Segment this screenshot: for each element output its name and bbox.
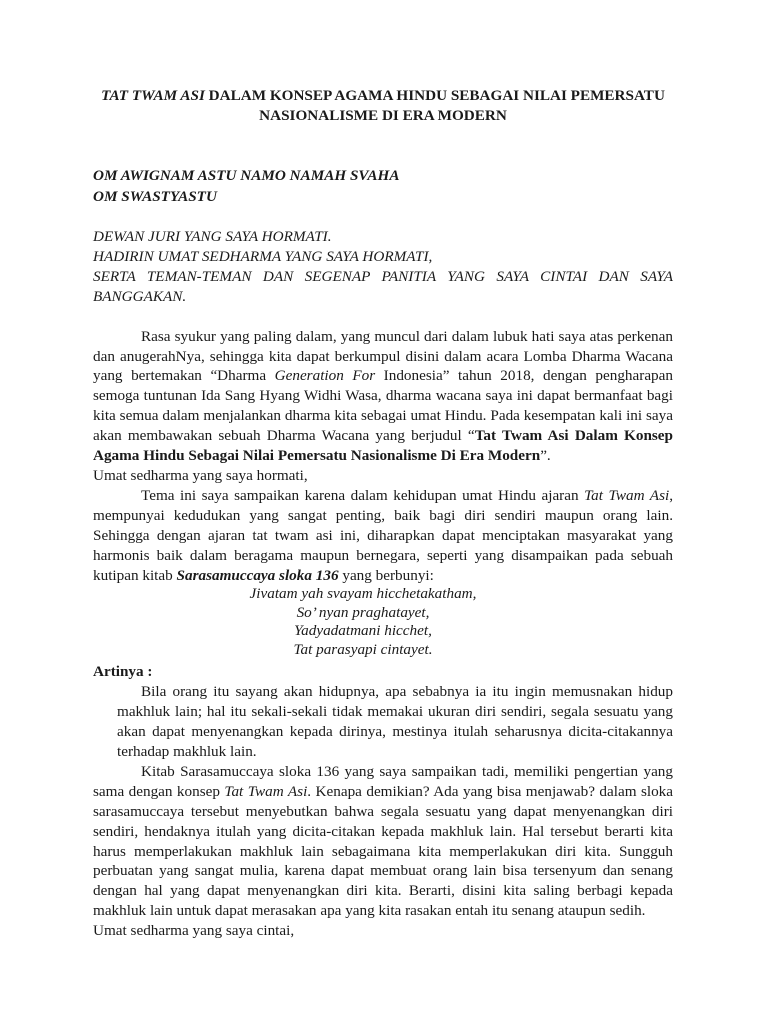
para3-text-b: . Kenapa demikian? Ada yang bisa menjawab? dalam sloka sarasamuccaya tersebut menyebutkan bahwa segala sesuatu yang dapat menyenangkan diri sendiri, hendaknya itulah yang dicita-citakan kepada makhluk lain. Hal tersebut berarti kita harus memperlakukan makhluk lain sebagaimana kita memperlakukan diri kita. Sungguh perbuatan yang sangat mulia, karena dapat membuat orang lain bisa tersenyum dan senang dengan hal yang dapat menyenangkan diri kita. Berarti, disini kita saling berbagi kepada makhluk lain untuk dapat merasakan apa yang kita rasakan entah itu senang ataupun sedih. [93,782,673,920]
para1-text-b: Indonesia” tahun 2018, dengan pengharapan semoga tuntunan Ida Sang Hyang Widhi Wasa, dharma wacana saya ini dapat bermanfaat bagi kita semua dalam menjalankan dharma kita sebagai umat Hindu. Pada kesempatan kali ini saya akan membawakan sebuah Dharma Wacana yang berjudul “ [93,367,673,445]
sloka-line-4: Tat parasyapi cintayet. [293,640,433,658]
sloka-line-2: So’ nyan praghatayet, [296,603,430,621]
sloka-line-1: Jivatam yah svayam hicchetakatham, [249,585,477,603]
salutation-line-1: DEWAN JURI YANG SAYA HORMATI. [93,228,332,245]
address-beloved: Umat sedharma yang saya cintai, [93,922,295,940]
para2-bold-italic: Sarasamuccaya sloka 136 [176,566,339,584]
para3-text-a: Kitab Sarasamuccaya sloka 136 yang saya sampaikan tadi, memiliki pengertian yang sama dengan konsep [93,762,673,800]
document-body [93,86,673,941]
paragraph-theme [93,486,673,586]
opening-line-2: OM SWASTYASTU [93,187,217,205]
para1-text-c: ”. [540,447,551,465]
para2-text-a: Tema ini saya sampaikan karena dalam kehidupan umat Hindu ajaran [141,486,585,504]
title-italic-part: TAT TWAM ASI [101,87,205,104]
sloka-verse [93,585,673,659]
title-rest: DALAM KONSEP AGAMA HINDU SEBAGAI NILAI PEMERSATU [204,87,665,104]
para2-text-c: yang berbunyi: [338,566,434,584]
artinya-text: Bila orang itu sayang akan hidupnya, apa sebabnya ia itu ingin memusnakan hidup makhluk lain; hal itu sekali-sekali tidak memakai ukuran diri sendiri, segala sesuatu yang akan dapat menyenangkan kepada dirinya, mestinya itulah seharusnya dicita-citakannya terhadap makhluk lain. [117,683,673,761]
document-title [93,86,673,126]
para1-bold-title: Tat Twam Asi Dalam Konsep Agama Hindu Sebagai Nilai Pemersatu Nasionalisme Di Era Modern [93,427,673,465]
salutations [93,227,673,307]
paragraph-explanation [93,762,673,921]
salutation-line-2: HADIRIN UMAT SEDHARMA YANG SAYA HORMATI, [93,247,433,265]
para2-text-b: , mempunyai kedudukan yang sangat penting, baik bagi diri sendiri maupun orang lain. Sehingga dengan ajaran tat twam asi ini, diharapkan dapat menciptakan masyarakat yang harmonis baik dalam beragama maupun bernegara, seperti yang disampaikan pada sebuah kutipan kitab [93,486,674,584]
para1-italic: Generation For [274,367,376,385]
artinya-label: Artinya : [93,663,153,681]
title-line-2: NASIONALISME DI ERA MODERN [259,107,507,124]
opening-line-1: OM AWIGNAM ASTU NAMO NAMAH SVAHA [93,167,400,184]
title-line-1 [93,86,673,106]
sloka-line-3: Yadyadatmani hicchet, [294,622,432,640]
paragraph-intro [93,327,673,466]
para2-italic: Tat Twam Asi [584,486,670,504]
para3-italic: Tat Twam Asi [224,782,308,800]
address-honored: Umat sedharma yang saya hormati, [93,466,308,484]
para1-text-a: Rasa syukur yang paling dalam, yang muncul dari dalam lubuk hati saya atas perkenan dan anugerahNya, sehingga kita dapat berkumpul disini dalam acara Lomba Dharma Wacana yang bertemakan “Dharma [93,327,673,385]
artinya-section [93,682,673,762]
salutation-line-3: SERTA TEMAN-TEMAN DAN SEGENAP PANITIA YANG SAYA CINTAI DAN SAYA BANGGAKAN. [93,267,673,305]
opening-greeting [93,166,673,207]
